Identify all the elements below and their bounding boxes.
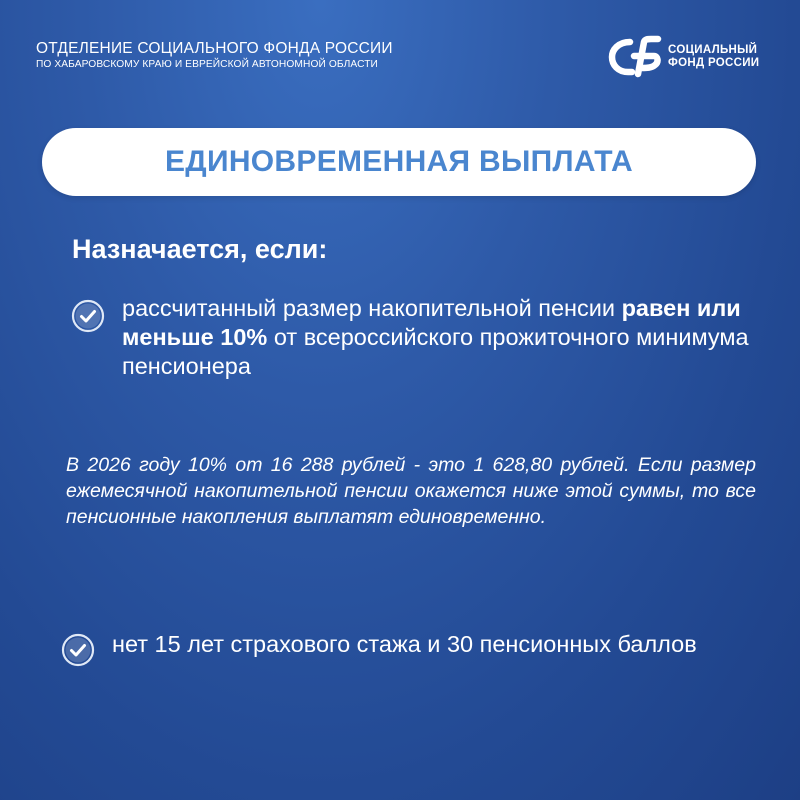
condition-item-2: нет 15 лет страхового стажа и 30 пенсионных баллов [112,631,697,657]
check-circle-icon [71,299,105,333]
check-circle-icon [61,633,95,667]
logo-text-line1: СОЦИАЛЬНЫЙ [668,44,758,56]
sfr-logo [608,34,778,80]
organization-name-line1: ОТДЕЛЕНИЕ СОЦИАЛЬНОГО ФОНДА РОССИИ [36,40,393,57]
sfr-logo-icon [608,34,662,80]
conditions-heading: Назначается, если: [72,234,328,264]
condition-1-text: рассчитанный размер накопительной пенсии [122,295,622,321]
condition-1-text-end: от всероссийского прожиточного минимума пенсионера [122,324,749,379]
organization-name [36,40,456,71]
page-title: ЕДИНОВРЕМЕННАЯ ВЫПЛАТА [164,145,634,178]
sfr-logo-text [668,44,759,70]
title-banner [42,128,756,196]
condition-item-1 [122,294,762,381]
explanation-note: В 2026 году 10% от 16 288 рублей - это 1 628,80 рублей. Если размер ежемесячной накопительной пенсии окажется ниже этой суммы, то все пенсионные накопления выплатят единовременно. [66,454,756,528]
organization-name-line2: ПО ХАБАРОВСКОМУ КРАЮ И ЕВРЕЙСКОЙ АВТОНОМНОЙ ОБЛАСТИ [36,59,378,70]
logo-text-line2: ФОНД РОССИИ [668,57,760,69]
condition-1-bold-text: равен или меньше 10% [122,295,741,350]
